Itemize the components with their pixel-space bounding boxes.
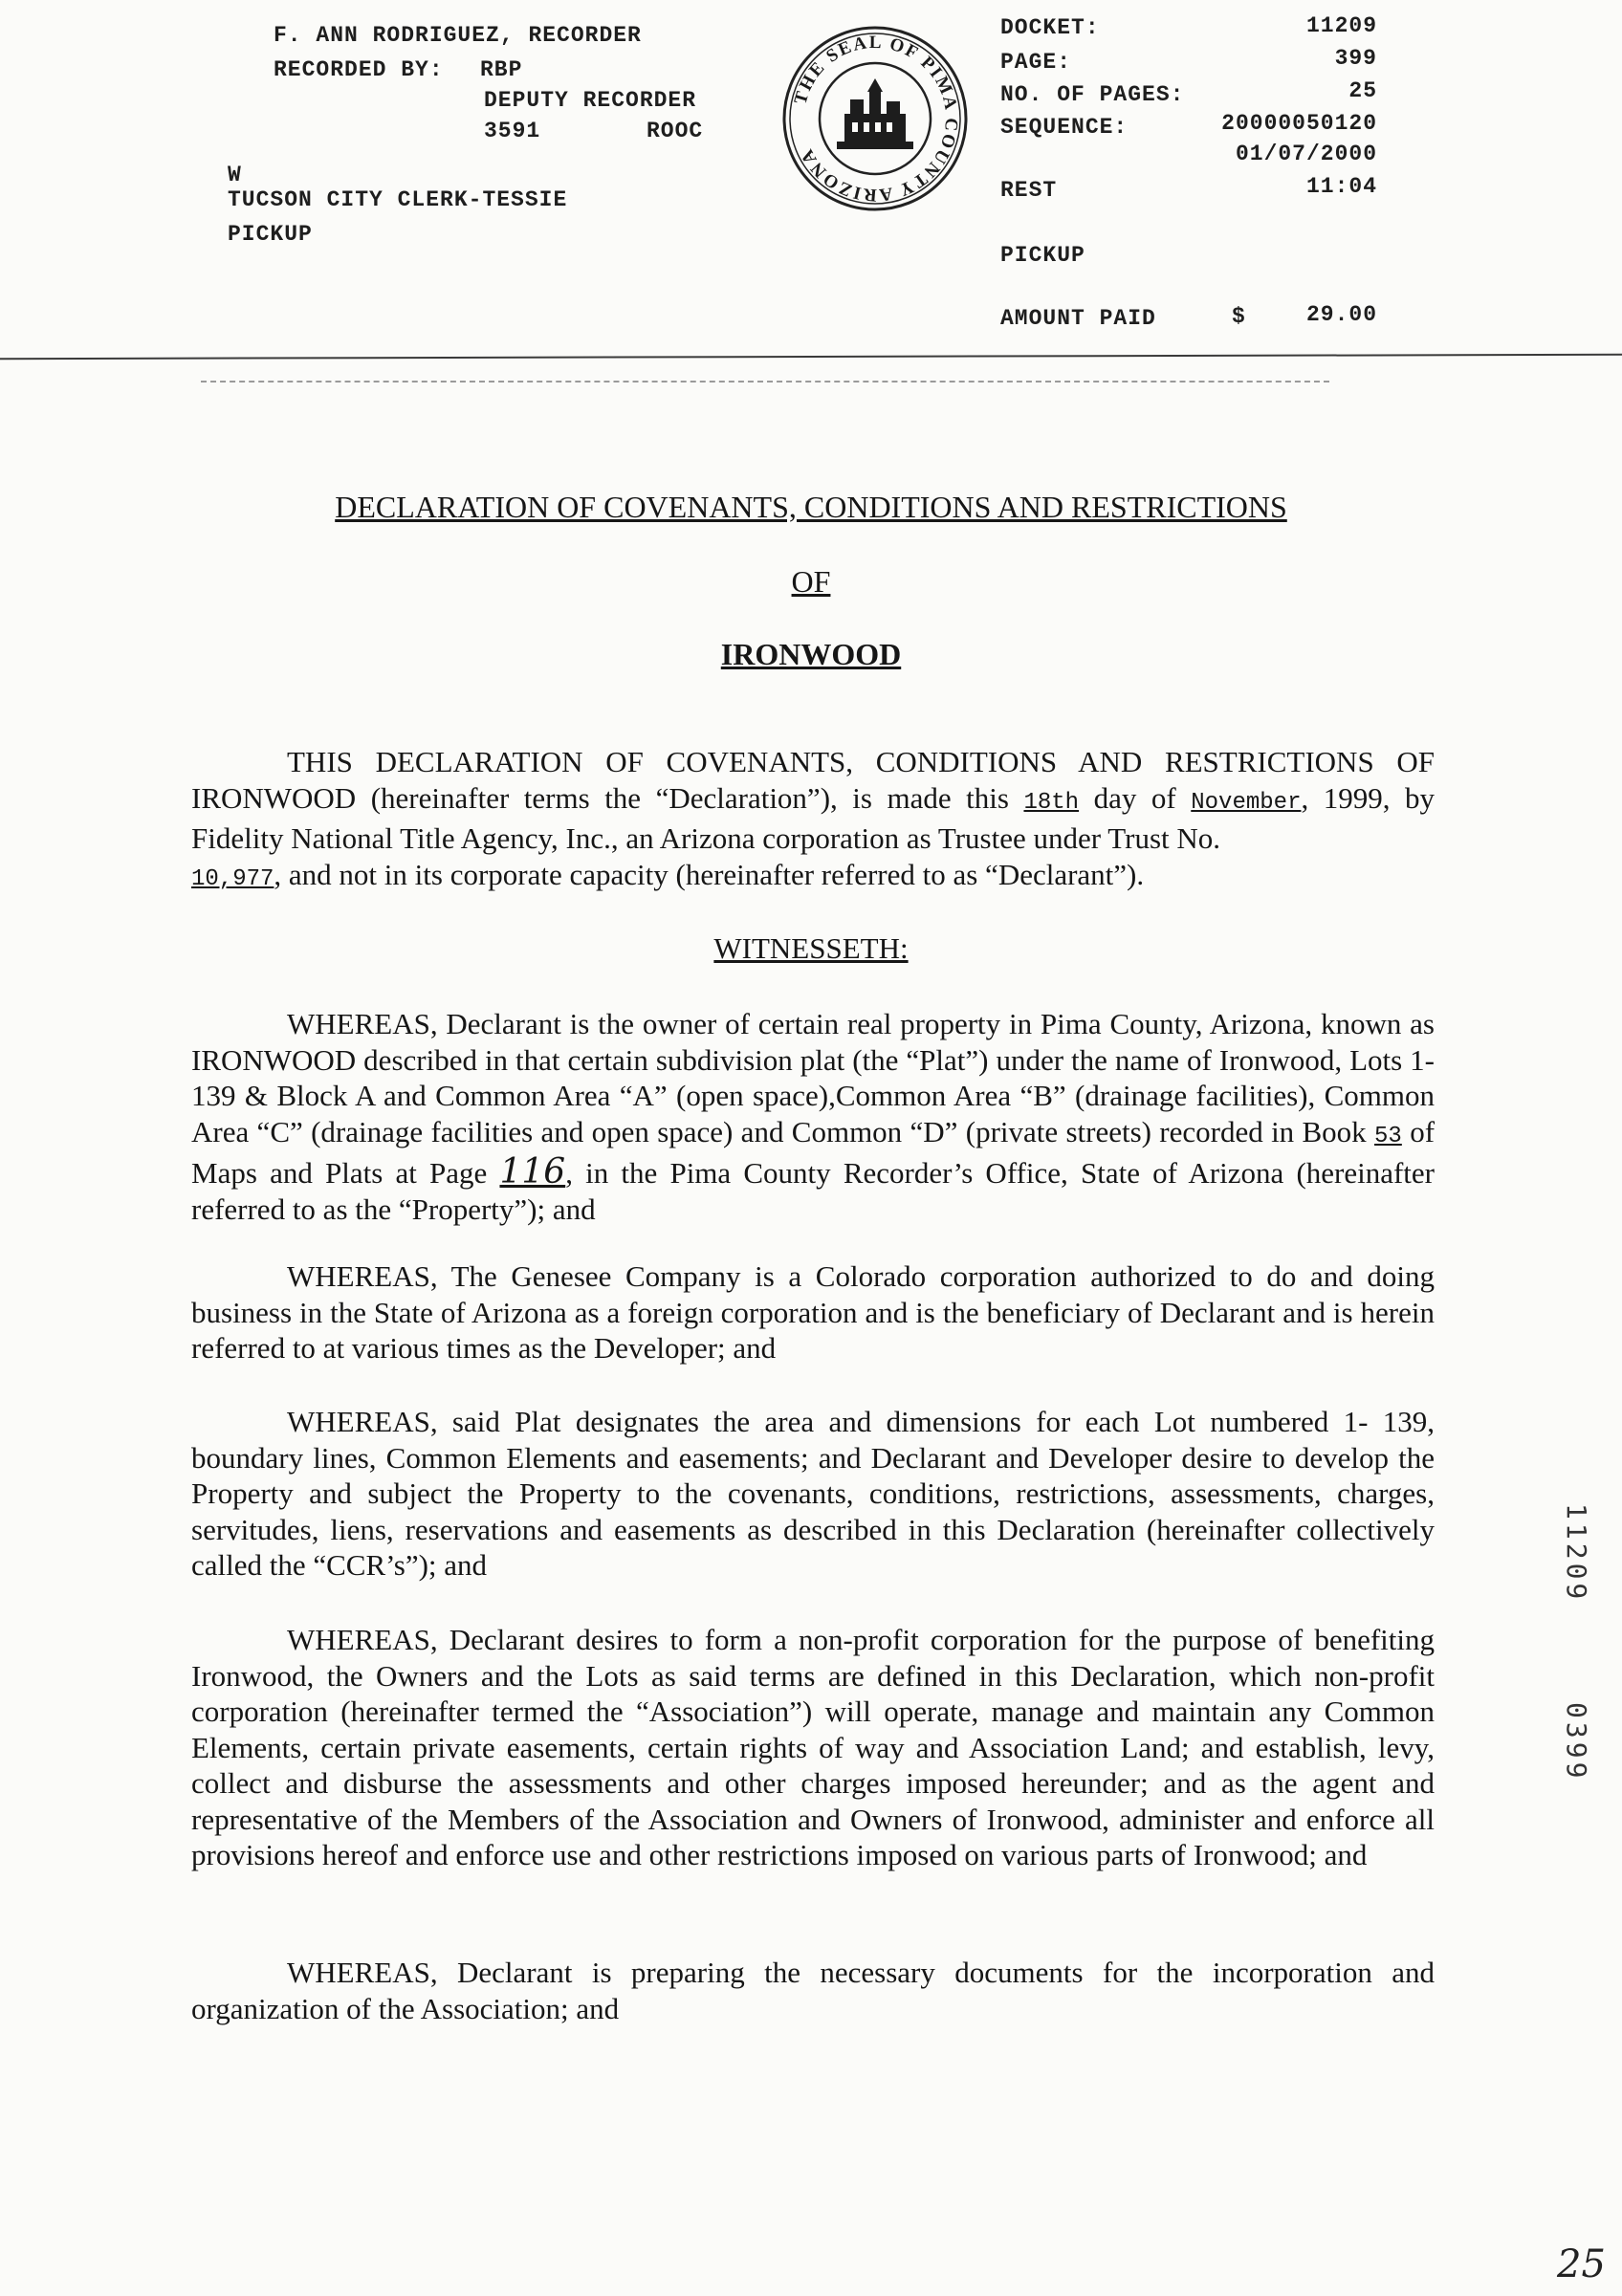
handwritten-page-count: 25 (1557, 2242, 1606, 2286)
page-handwritten: 116 (499, 1152, 566, 1192)
docket-value: 11209 (1305, 13, 1377, 38)
paragraph-whereas-2: WHEREAS, The Genesee Company is a Colorado corporation authorized to do and doing business in the State of Arizona as a foreign corporation and is the beneficiary of Declarant and is herein referred to at various times as the Developer; and (191, 1259, 1435, 1365)
pages-value: 25 (1348, 78, 1377, 103)
rest-label: REST (1000, 178, 1058, 203)
pickup-left: PICKUP (228, 222, 313, 247)
seal-text: THE SEAL OF PIMA COUNTY ARIZONA (790, 32, 962, 206)
deputy-recorder: DEPUTY RECORDER (484, 88, 697, 113)
county-seal (779, 23, 971, 214)
w-mark: W (228, 163, 242, 187)
book-fill: 53 (1374, 1123, 1402, 1149)
paragraph-whereas-4: WHEREAS, Declarant desires to form a non-profit corporation for the purpose of benefiting Ironwood, the Owners and the Lots as said terms are defined in this Declaration, which non-profit corporation (hereinafter termed the “Association”) will operate, manage and maintain any Common Elements, certain private easements, certain rights of way and Association Land; and establish, levy, collect and disburse the assessments and other charges imposed hereunder; and as the agent and representative of the Members of the Association and Owners of Ironwood, administer and enforce all provisions hereof and enforce use and other restrictions imposed on various parts of Ironwood; and (191, 1623, 1435, 1871)
amount-paid-value: 29.00 (1305, 302, 1377, 327)
recording-time: 11:04 (1305, 174, 1377, 199)
page-label: PAGE: (1000, 50, 1072, 75)
side-docket-stamp: 11209 (1561, 1503, 1592, 1604)
pickup-party: TUCSON CITY CLERK-TESSIE (228, 187, 568, 212)
pages-label: NO. OF PAGES: (1000, 82, 1185, 107)
header-dashed-rule (201, 381, 1329, 383)
witnesseth-heading: WITNESSETH: (713, 931, 909, 965)
paragraph-intro: THIS DECLARATION OF COVENANTS, CONDITIONS AND RESTRICTIONS OF IRONWOOD (hereinafter terms the “Declaration”), is made this 18th day of November, 1999, by Fidelity National Title Agency, Inc., an Arizona corporation as Trustee under Trust No. 10,977, and not in its corporate capacity (hereinafter referred to as “Declarant”). (191, 745, 1436, 892)
deputy-code-suffix: ROOC (647, 119, 704, 143)
paragraph-whereas-1: WHEREAS, Declarant is the owner of certain real property in Pima County, Arizona, known as IRONWOOD described in that certain subdivision plat (the “Plat”) under the name of Ironwood, Lots 1-139 & Block A and Common Area “A” (open space),Common Area “B” (drainage facilities), Common Area “C” (drainage facilities and open space) and Common “D” (private streets) recorded in Book 53 of Maps and Plats at Page 116, in the Pima County Recorder’s Office, State of Arizona (hereinafter referred to as the “Property”); and (191, 1007, 1436, 1226)
sequence-value: 20000050120 (1221, 111, 1377, 136)
day-fill: 18th (1023, 789, 1080, 816)
document-title-of: OF (791, 564, 831, 599)
document-subject: IRONWOOD (720, 637, 902, 671)
amount-currency: $ (1232, 304, 1246, 329)
month-fill: November (1191, 789, 1302, 816)
pickup-right: PICKUP (1000, 243, 1085, 268)
seal-building-icon (837, 78, 913, 149)
sequence-label: SEQUENCE: (1000, 115, 1129, 140)
side-page-stamp: 0399 (1561, 1702, 1592, 1782)
amount-paid-label: AMOUNT PAID (1000, 306, 1156, 331)
recorded-by-label: RECORDED BY: (274, 57, 444, 82)
document-title: DECLARATION OF COVENANTS, CONDITIONS AND RESTRICTIONS (335, 490, 1287, 524)
docket-label: DOCKET: (1000, 15, 1100, 40)
header-rule (0, 354, 1622, 360)
paragraph-whereas-5: WHEREAS, Declarant is preparing the necessary documents for the incorporation and organization of the Association; and (191, 1956, 1435, 2025)
recording-date: 01/07/2000 (1235, 142, 1377, 166)
deputy-code-number: 3591 (484, 119, 541, 143)
page-value: 399 (1334, 46, 1377, 71)
recorded-by-value: RBP (480, 57, 523, 82)
paragraph-whereas-3: WHEREAS, said Plat designates the area and dimensions for each Lot numbered 1- 139, boundary lines, Common Elements and easements; and Declarant and Developer desire to develop the Property and subject the Property to the covenants, conditions, restrictions, assessments, charges, servitudes, liens, reservations and easements as described in this Declaration (hereinafter collectively called the “CCR’s”); and (191, 1405, 1435, 1582)
trust-number-fill: 10,977 (191, 865, 274, 892)
recorder-name: F. ANN RODRIGUEZ, RECORDER (274, 23, 642, 48)
